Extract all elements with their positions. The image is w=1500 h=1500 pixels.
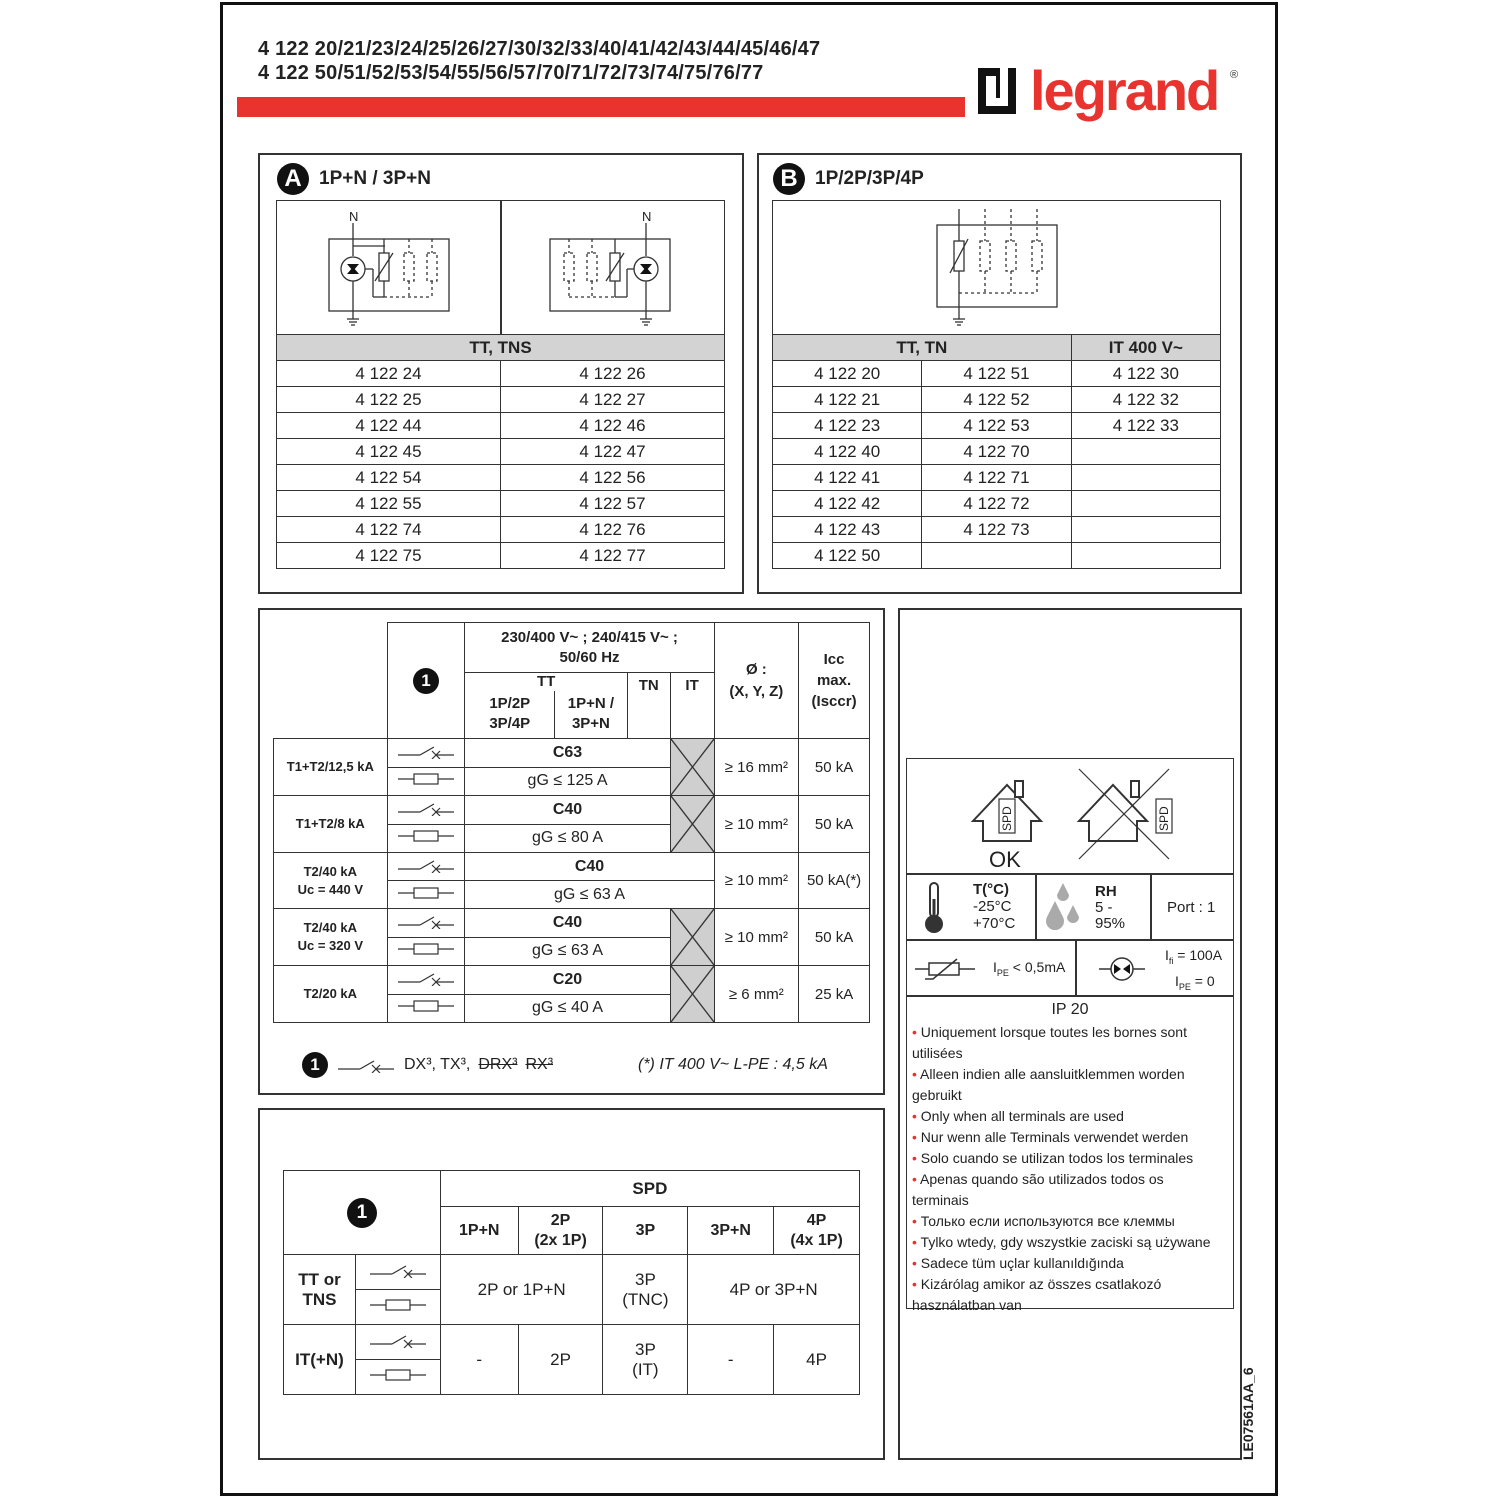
section-a-subheader: TT, TNS (277, 335, 725, 361)
part-number-cell: 4 122 42 (773, 491, 922, 517)
fuse-icon (396, 942, 456, 956)
note-item (912, 1127, 1222, 1148)
footnote-it-limit: (*) IT 400 V~ L-PE : 4,5 kA (638, 1056, 828, 1073)
ip-rating: IP 20 (1051, 1001, 1089, 1018)
part-number-cell: 4 122 23 (773, 413, 922, 439)
note-item (912, 1169, 1222, 1211)
spd-col-header: 3P (603, 1207, 688, 1255)
leakage-value: < 0,5mA (1012, 959, 1066, 975)
table-row (277, 517, 725, 543)
part-number-cell: 4 122 77 (501, 543, 725, 569)
section-b-heading: 1P/2P/3P/4P (815, 168, 924, 189)
part-number-cell: 4 122 33 (1071, 413, 1220, 439)
table-row (277, 465, 725, 491)
part-number-cell (1071, 491, 1220, 517)
fuse-rating-cell: gG ≤ 63 A (465, 937, 670, 966)
follow-current-value: = 100A (1177, 947, 1223, 963)
spd-outside-label: SPD (1157, 806, 1171, 831)
row-it-label: IT(+N) (284, 1325, 356, 1395)
part-number-cell: 4 122 46 (501, 413, 725, 439)
header-red-bar (237, 97, 965, 117)
leakage-current: $I_{PE} < 0,5mA$ (993, 959, 1066, 978)
fuse-rating-cell: gG ≤ 63 A (465, 881, 714, 909)
breaker-cell (355, 1255, 440, 1290)
it-header: IT (670, 673, 714, 739)
rh-range: 5 - 95% (1095, 899, 1126, 932)
pe-current-zero: $I_{PE} = 0$ (1175, 973, 1215, 992)
not-applicable-cross-icon (671, 909, 714, 965)
terminal-notes (912, 1022, 1222, 1316)
breaker-cell (387, 909, 465, 938)
circuit-breaker-icon (368, 1332, 428, 1348)
it-not-applicable-cell (670, 796, 714, 853)
fuse-rating-cell: gG ≤ 80 A (465, 824, 670, 853)
row-tt-tns-label: TT or TNS (284, 1255, 356, 1325)
protection-row (274, 853, 870, 881)
not-applicable-cross-icon (671, 739, 714, 795)
spd-multipole-diagram-icon (773, 201, 1222, 334)
circuit-breaker-icon (336, 1057, 396, 1073)
circuit-breaker-icon (396, 913, 456, 929)
part-number-cell: 4 122 45 (277, 439, 501, 465)
temp-title: T(°C) (973, 881, 1009, 898)
note-text: Tylko wtedy, gdy wszystkie zaciski są używane (920, 1234, 1211, 1250)
ok-label: OK (989, 847, 1021, 872)
it-not-applicable-cell (670, 966, 714, 1023)
spd-col-header: 1P+N (440, 1207, 518, 1255)
neutral-label-right: N (642, 209, 652, 224)
section-a-diagram (276, 200, 725, 335)
section-b-subheader-tt-tn: TT, TN (773, 335, 1072, 361)
part-number-cell: 4 122 72 (922, 491, 1071, 517)
product-refs-line-1: 4 122 20/21/23/24/25/26/27/30/32/33/40/41/42/43/44/45/46/47 (258, 38, 821, 60)
fuse-icon (368, 1298, 428, 1312)
note-item (912, 1022, 1222, 1064)
part-number-cell: 4 122 55 (277, 491, 501, 517)
part-number-cell: 4 122 40 (773, 439, 922, 465)
note-item (912, 1211, 1222, 1232)
conductor-section-cell: ≥ 10 mm² (714, 909, 799, 966)
section-a-title (277, 163, 431, 195)
part-number-cell: 4 122 70 (922, 439, 1071, 465)
fuse-cell (387, 767, 465, 796)
note-item (912, 1253, 1222, 1274)
note-text: Only when all terminals are used (920, 1108, 1124, 1124)
rh-block (1095, 883, 1125, 932)
part-number-cell: 4 122 54 (277, 465, 501, 491)
bullet-icon: • (912, 1129, 921, 1145)
protection-row (274, 796, 870, 825)
breaker-rating-cell: C40 (465, 796, 670, 825)
legrand-logo (978, 62, 1248, 138)
part-number-cell: 4 122 76 (501, 517, 725, 543)
breaker-cell (387, 796, 465, 825)
icc-header: Icc max. (Isccr) (799, 623, 870, 739)
protection-table (273, 622, 870, 1023)
section-b-table (772, 334, 1221, 569)
table-row (773, 543, 1221, 569)
spd-col-header: 3P+N (688, 1207, 774, 1255)
marker-1-icon: 1 (302, 1052, 328, 1078)
marker-1-icon: 1 (413, 668, 439, 694)
svg-text:®: ® (1230, 69, 1239, 81)
spd-col-header: 4P (4x 1P) (774, 1207, 860, 1255)
it-3pn-cell: - (688, 1325, 774, 1395)
table-row (277, 491, 725, 517)
part-number-cell: 4 122 73 (922, 517, 1071, 543)
note-item (912, 1274, 1222, 1316)
bullet-icon: • (912, 1234, 921, 1250)
conductor-section-cell: ≥ 16 mm² (714, 739, 799, 796)
section-a-letter: A (277, 163, 309, 195)
note-text: Apenas quando são utilizados todos os terminais (912, 1171, 1164, 1208)
conductor-section-cell: ≥ 10 mm² (714, 853, 799, 909)
part-number-cell: 4 122 47 (501, 439, 725, 465)
tt-sub-2: 1P+N / 3P+N (555, 691, 628, 739)
it-4p-cell: 4P (774, 1325, 860, 1395)
part-number-cell: 4 122 74 (277, 517, 501, 543)
footnote-devices: DX³, TX³, (404, 1056, 471, 1073)
tt-3p-cell: 3P (TNC) (603, 1255, 688, 1325)
section-b-title (773, 163, 924, 195)
part-number-cell (1071, 543, 1220, 569)
bullet-icon: • (912, 1171, 921, 1187)
table-row (277, 543, 725, 569)
protection-footnote (302, 1052, 553, 1078)
bullet-icon: • (912, 1255, 921, 1271)
fuse-rating-cell: gG ≤ 40 A (465, 994, 670, 1023)
part-number-cell: 4 122 43 (773, 517, 922, 543)
marker-1-icon: 1 (347, 1198, 377, 1228)
part-number-cell: 4 122 30 (1071, 361, 1220, 387)
circuit-breaker-icon (368, 1262, 428, 1278)
part-number-cell: 4 122 52 (922, 387, 1071, 413)
part-number-cell: 4 122 41 (773, 465, 922, 491)
part-number-cell: 4 122 57 (501, 491, 725, 517)
bullet-icon: • (912, 1213, 921, 1229)
note-text: Alleen indien alle aansluitklemmen worden gebruikt (912, 1066, 1185, 1103)
table-row (277, 387, 725, 413)
breaker-rating-cell: C40 (465, 909, 670, 938)
it-not-applicable-cell (670, 739, 714, 796)
fuse-icon (396, 886, 456, 900)
legrand-logo-icon (978, 68, 1016, 114)
humidity-drops-icon (1041, 883, 1085, 937)
section-header: Ø : (X, Y, Z) (714, 623, 799, 739)
footnote-crossed-rx: RX³ (525, 1056, 554, 1073)
breaker-cell (355, 1325, 440, 1360)
conductor-section-cell: ≥ 10 mm² (714, 796, 799, 853)
tt-1pn-2p-cell: 2P or 1P+N (440, 1255, 603, 1325)
not-applicable-cross-icon (671, 796, 714, 852)
part-number-cell (922, 543, 1071, 569)
bullet-icon: • (912, 1150, 921, 1166)
spd-table (283, 1170, 860, 1395)
indoor-installation-icon (907, 759, 1232, 874)
protection-row (274, 909, 870, 938)
fuse-rating-cell: gG ≤ 125 A (465, 767, 670, 796)
circuit-breaker-icon (396, 800, 456, 816)
part-number-cell: 4 122 71 (922, 465, 1071, 491)
section-b-diagram (772, 200, 1221, 335)
spd-col-header: 2P (2x 1P) (518, 1207, 603, 1255)
spark-gap-icon (1099, 954, 1145, 984)
note-text: Nur wenn alle Terminals verwendet werden (920, 1129, 1189, 1145)
bullet-icon: • (912, 1024, 921, 1040)
voltage-header (465, 623, 714, 673)
bullet-icon: • (912, 1108, 921, 1124)
table-row (773, 387, 1221, 413)
table-row (277, 439, 725, 465)
part-number-cell: 4 122 25 (277, 387, 501, 413)
thermometer-icon (919, 879, 949, 935)
breaker-cell (387, 853, 465, 881)
fuse-cell (355, 1360, 440, 1395)
part-number-cell: 4 122 24 (277, 361, 501, 387)
fuse-cell (355, 1290, 440, 1325)
tn-header: TN (627, 673, 670, 739)
breaker-rating-cell: C40 (465, 853, 714, 881)
section-a-table (276, 334, 725, 569)
part-number-cell: 4 122 44 (277, 413, 501, 439)
note-text: Solo cuando se utilizan todos los terminales (920, 1150, 1194, 1166)
tt-sub-1: 1P/2P 3P/4P (465, 691, 555, 739)
table-row (773, 413, 1221, 439)
section-a-heading: 1P+N / 3P+N (319, 168, 431, 189)
breaker-cell (387, 739, 465, 768)
table-row (773, 517, 1221, 543)
icc-cell: 25 kA (799, 966, 870, 1023)
fuse-cell (387, 881, 465, 909)
spd-type-cell: T2/20 kA (274, 966, 388, 1023)
fuse-icon (396, 829, 456, 843)
part-number-cell (1071, 465, 1220, 491)
part-number-cell: 4 122 50 (773, 543, 922, 569)
table-row (773, 491, 1221, 517)
note-item (912, 1232, 1222, 1253)
pe-current-zero-value: = 0 (1194, 973, 1215, 989)
part-number-cell: 4 122 53 (922, 413, 1071, 439)
tt-4p-cell: 4P or 3P+N (688, 1255, 860, 1325)
rh-title: RH (1095, 883, 1117, 900)
breaker-rating-cell: C20 (465, 966, 670, 995)
product-refs-line-2: 4 122 50/51/52/53/54/55/56/57/70/71/72/73/74/75/76/77 (258, 62, 764, 84)
spd-type-cell: T1+T2/12,5 kA (274, 739, 388, 796)
part-number-cell: 4 122 75 (277, 543, 501, 569)
table-row (773, 439, 1221, 465)
icc-cell: 50 kA (799, 739, 870, 796)
table-row (277, 361, 725, 387)
spd-type-cell: T2/40 kA Uc = 320 V (274, 909, 388, 966)
part-number-cell: 4 122 20 (773, 361, 922, 387)
table-row (277, 413, 725, 439)
varistor-icon (915, 957, 975, 981)
icc-cell: 50 kA(*) (799, 853, 870, 909)
neutral-label-left: N (349, 209, 359, 224)
spd-header: SPD (440, 1171, 859, 1207)
fuse-icon (368, 1368, 428, 1382)
part-number-cell (1071, 517, 1220, 543)
part-number-cell: 4 122 56 (501, 465, 725, 491)
document-reference: LE07561AA_6 (1240, 1367, 1256, 1460)
note-item (912, 1148, 1222, 1169)
note-text: Uniquement lorsque toutes les bornes sont utilisées (912, 1024, 1187, 1061)
it-not-applicable-cell (670, 909, 714, 966)
footnote-crossed-drx: DRX³ (478, 1056, 518, 1073)
fuse-cell (387, 994, 465, 1023)
icc-cell: 50 kA (799, 909, 870, 966)
spd-type-cell: T1+T2/8 kA (274, 796, 388, 853)
note-text: Sadece tüm uçlar kullanıldığında (920, 1255, 1124, 1271)
protection-row (274, 966, 870, 995)
port-label: Port : 1 (1167, 899, 1216, 916)
protection-row (274, 739, 870, 768)
note-item (912, 1064, 1222, 1106)
frequency-text: 50/60 Hz (559, 648, 620, 666)
fuse-icon (396, 999, 456, 1013)
note-text: Только если используются все клеммы (920, 1213, 1175, 1229)
not-applicable-cross-icon (671, 966, 714, 1022)
spd-type-cell: T2/40 kA Uc = 440 V (274, 853, 388, 909)
fuse-cell (387, 824, 465, 853)
temp-range: -25°C +70°C (973, 898, 1016, 932)
part-number-cell: 4 122 51 (922, 361, 1071, 387)
circuit-breaker-icon (396, 970, 456, 986)
part-number-cell: 4 122 26 (501, 361, 725, 387)
part-number-cell: 4 122 21 (773, 387, 922, 413)
bullet-icon: • (912, 1066, 921, 1082)
follow-current: $I_{fi} = 100A$ (1165, 947, 1223, 966)
temp-block (973, 881, 1015, 932)
it-2p-cell: 2P (518, 1325, 603, 1395)
spd-wiring-diagram-icon (277, 201, 726, 334)
fuse-icon (396, 772, 456, 786)
voltage-text: 230/400 V~ ; 240/415 V~ ; (501, 628, 678, 646)
breaker-rating-cell: C63 (465, 739, 670, 768)
tt-header: TT (465, 673, 627, 691)
spd-inside-label: SPD (1000, 806, 1014, 831)
breaker-cell (387, 966, 465, 995)
fuse-cell (387, 937, 465, 966)
section-b-letter: B (773, 163, 805, 195)
spd-marker-cell (284, 1171, 441, 1255)
circuit-breaker-icon (396, 743, 456, 759)
protection-marker-cell (387, 623, 465, 739)
part-number-cell: 4 122 32 (1071, 387, 1220, 413)
conductor-section-cell: ≥ 6 mm² (714, 966, 799, 1023)
table-row (773, 465, 1221, 491)
note-text: Kizárólag amikor az összes csatlakozó használatban van (912, 1276, 1162, 1313)
circuit-breaker-icon (396, 857, 456, 873)
note-item (912, 1106, 1222, 1127)
bullet-icon: • (912, 1276, 921, 1292)
part-number-cell: 4 122 27 (501, 387, 725, 413)
it-3p-cell: 3P (IT) (603, 1325, 688, 1395)
legrand-wordmark: legrand (1030, 62, 1219, 122)
part-number-cell (1071, 439, 1220, 465)
it-1pn-cell: - (440, 1325, 518, 1395)
table-row (773, 361, 1221, 387)
icc-cell: 50 kA (799, 796, 870, 853)
section-b-subheader-it: IT 400 V~ (1071, 335, 1220, 361)
